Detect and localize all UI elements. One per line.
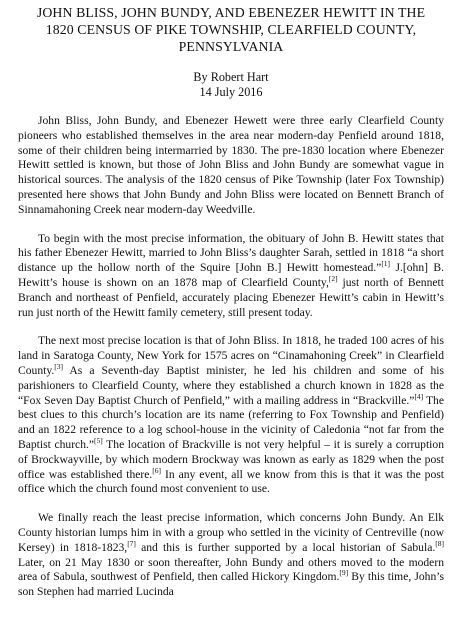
text-run: and this is further supported by a local historian of Sabula. [135, 540, 436, 554]
footnote-ref[interactable]: [7] [127, 538, 136, 548]
footnote-ref[interactable]: [4] [414, 391, 424, 401]
author: By Robert Hart [193, 70, 269, 84]
text-run: To begin with the most precise information, the obituary of John B. Hewitt states that his father Ebenezer Hewitt, married to John Bliss’s daughter Sarah, settled in 1818 “a short distance up the hollow north of the Squire [John B.] Hewitt homestead.” [18, 231, 444, 275]
footnote-ref[interactable]: [6] [152, 465, 162, 475]
text-run: Later, on 21 May 1830 or soon thereafter, John Bundy and others moved to the modern area of Sabula, southwest of Penfield, then called Hickory Kingdom. [18, 555, 444, 584]
text-run: The best clues to this church’s location are its name (referring to Fox Township and Penfield) and an 1822 reference to a log school-house in the vicinity of Caledonia “not far from the Baptist church.” [18, 393, 444, 451]
text-run: In any event, all we know from this is that it was the post office which the church found most convenient to use. [18, 467, 444, 496]
text-run: The next most precise location is that of John Bliss. In 1818, he traded 100 acres of his land in Saratoga County, New York for 1575 acres on “Cinamahoning Creek” in Clearfield County. [18, 334, 444, 377]
title-line: 1820 CENSUS OF PIKE TOWNSHIP, CLEARFIELD COUNTY, [45, 22, 417, 37]
text-run: The location of Brackville is not very helpful – it is surely a corruption of Brockwayville, by which modern Brockway was known as early as 1829 when the post office was established there. [18, 437, 445, 481]
document-title [18, 4, 444, 55]
text-run: just north of Bennett Branch and northeast of Penfield, accurately placing Ebenezer Hewitt’s cabin in Hewitt’s run just north of the Hewitt family cemetery, still present today. [18, 275, 444, 319]
footnote-ref[interactable]: [1] [381, 259, 391, 269]
text-run: By this time, John’s son Stephen had married Lucinda [18, 570, 444, 599]
footnote-ref[interactable]: [3] [54, 362, 64, 372]
footnote-ref[interactable]: [9] [339, 568, 349, 578]
text-run: We finally reach the least precise information, which concerns John Bundy. An Elk County historian lumps him in with a group who settled in the vicinity of Centreville (now Kersey) in 1818-1823, [18, 511, 444, 554]
paragraph-intro: John Bliss, John Bundy, and Ebenezer Hewett were three early Clearfield County pioneers who established themselves in the area near modern-day Penfield around 1818, some of their children being intermarried by 1830. The pre-1830 location where Ebenezer Hewitt settled is known, but those of John Bliss and John Bundy are somewhat vague in historical sources. The analysis of the 1820 census of Pike Township (later Fox Township) presented here shows that John Bundy and John Bliss were located on Bennett Branch of Sinnamahoning Creek near modern-day Weedville. [18, 114, 444, 216]
date: 14 July 2016 [199, 85, 263, 99]
footnote-ref[interactable]: [2] [328, 274, 338, 284]
footnote-ref[interactable]: [8] [435, 538, 444, 548]
paragraph-hewitt [18, 232, 444, 321]
text-run: As a Seventh-day Baptist minister, he led his children and some of his parishioners to Clearfield County, where they established a church known in 1828 as the “Fox Seven Day Baptist Church of Penfield,” with a mailing address in “Brackville.” [18, 363, 444, 407]
title-line: JOHN BLISS, JOHN BUNDY, AND EBENEZER HEWITT IN THE [36, 5, 426, 20]
footnote-ref[interactable]: [5] [94, 436, 103, 446]
title-line: PENNSYLVANIA [178, 39, 284, 54]
text-run: J.[ohn] B. Hewitt’s house is shown on an 1878 map of Clearfield County, [18, 261, 445, 289]
byline [18, 70, 444, 100]
paragraph-bliss [18, 334, 444, 497]
paragraph-bundy [18, 511, 444, 600]
